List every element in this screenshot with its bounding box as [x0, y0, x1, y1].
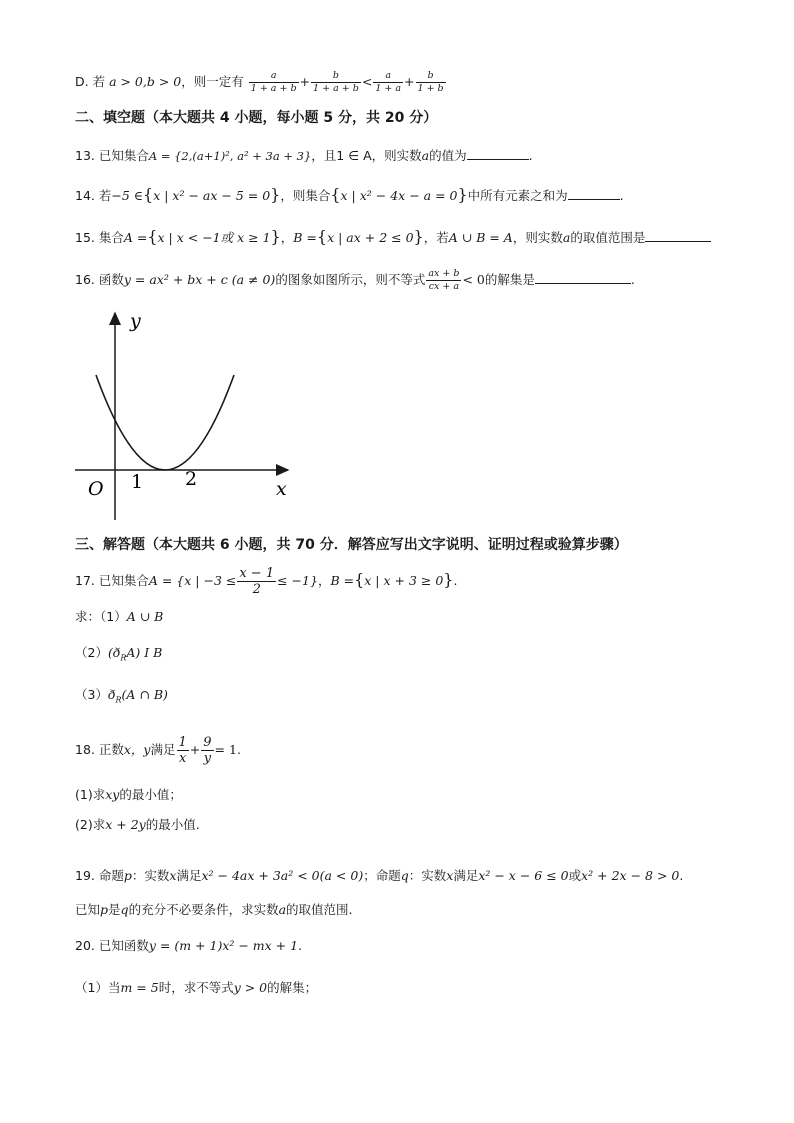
question-15: 15. 集合A ={x | x < −1或 x ≥ 1}，B ={x | ax + 2 ≤ 0}，若A ∪ B = A，则实数a的取值范围是 [75, 227, 711, 248]
fraction: $\frac{x - 1}{2}$ [239, 566, 275, 597]
question-19-line-2: 已知p是q的充分不必要条件，求实数a的取值范围. [75, 902, 353, 917]
y-axis-label: y [130, 310, 141, 332]
question-19: 19. 命题p：实数x满足x² − 4ax + 3a² < 0(a < 0)；命题q：实数x满足x² − x − 6 ≤ 0或x² + 2x − 8 > 0. [75, 868, 684, 883]
fraction: $\frac{9}{y}$ [203, 735, 212, 766]
text: ，则一定有 [181, 74, 244, 89]
answer-blank[interactable] [467, 145, 529, 160]
parabola-graph [70, 305, 310, 525]
question-17-part-3: $(3)ð_R(A$ ∩ B) [75, 687, 168, 705]
parabola-curve [96, 375, 234, 470]
question-16: 16. 函数y = ax² + bx + c (a ≠ 0)的图象如图所示，则不等式 $\frac{ax + b}{cx + a}$ < 0的解集是 . [75, 268, 635, 292]
x-axis-label: x [276, 478, 287, 500]
question-20-part-1: （1）当m = 5时，求不等式y > 0的解集； [75, 980, 318, 995]
fraction: $\frac{ax + b}{cx + a}$ [428, 268, 460, 292]
condition: a > 0,b > 0 [109, 74, 182, 89]
fraction: $\frac{a}{1 + a}$ [375, 70, 402, 94]
answer-blank[interactable] [645, 227, 711, 242]
question-20: 20. 已知函数y = (m + 1)x² − mx + 1. [75, 938, 303, 953]
question-18-part-1: (1)求xy的最小值； [75, 787, 182, 802]
section-2-heading: 二、填空题（本大题共 4 小题，每小题 5 分，共 20 分） [75, 110, 438, 126]
question-18-part-2: (2)求x + 2y的最小值. [75, 817, 200, 832]
fraction: $\frac{b}{1 + b}$ [417, 70, 444, 94]
fraction: $\frac{b}{1 + a + b}$ [313, 70, 359, 94]
question-14: 14. 若−5 ∈{x | x² − ax − 5 = 0}，则集合{x | x² − 4x − a = 0}中所有元素之和为 . [75, 185, 624, 204]
root-1-label: 1 [131, 471, 144, 493]
section-3-heading: 三、解答题（本大题共 6 小题，共 70 分．解答应写出文字说明、证明过程或验算步骤） [75, 537, 628, 553]
question-13: 13. 已知集合A = {2,(a+1)², a² + 3a + 3}，且1 ∈ A，则实数a的值为 . [75, 145, 533, 166]
option-label: D. 若 [75, 74, 106, 89]
fraction: $\frac{a}{1 + a + b}$ [250, 70, 297, 94]
question-18: 18. 正数x，y满足 $\frac{1}{x}$ + $\frac{9}{y}$ = 1. [75, 735, 241, 766]
q12-option-d: D. 若 a > 0,b > 0，则一定有 $\frac{a}{1 + a + b}$ + $\frac{b}{1 + a + b}$ < $\frac{a}{1 + a}$ + $\frac{b}{1 + b}$ [75, 70, 444, 94]
question-17-part-1: 求：（1）A ∪ B [75, 609, 164, 624]
question-17: 17. 已知集合A = {x | −3 ≤ $\frac{x - 1}{2}$ ≤ −1}，B ={x | x + 3 ≥ 0}. [75, 566, 458, 597]
root-2-label: 2 [185, 468, 198, 490]
origin-label: O [88, 478, 104, 500]
question-17-part-2: $(2)(ð_RA)$ I B [75, 645, 163, 663]
answer-blank[interactable] [568, 185, 620, 200]
fraction: $\frac{1}{x}$ [178, 735, 187, 766]
answer-blank[interactable] [535, 269, 631, 284]
